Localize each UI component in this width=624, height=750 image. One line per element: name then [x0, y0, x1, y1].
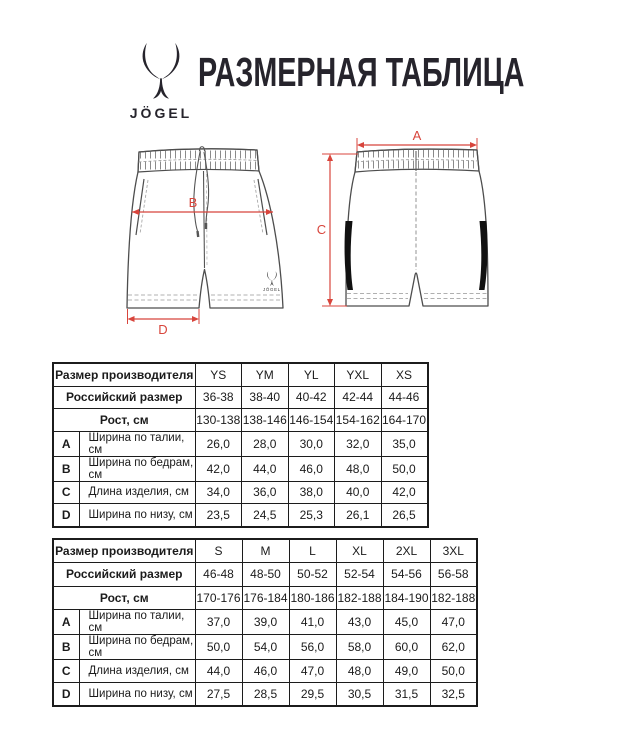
- value-cell: 42,0: [381, 481, 428, 504]
- page-title: РАЗМЕРНАЯ ТАБЛИЦА: [198, 49, 525, 95]
- value-cell: 48,0: [335, 456, 382, 481]
- header-value-cell: 3XL: [430, 539, 477, 563]
- jogel-logo-icon: [133, 42, 189, 104]
- value-cell: 46,0: [242, 659, 289, 682]
- value-cell: 50,0: [381, 456, 428, 481]
- header-label-cell: Российский размер: [53, 563, 195, 586]
- header-value-cell: S: [195, 539, 242, 563]
- value-cell: 37,0: [195, 609, 242, 634]
- header-value-cell: 138-146: [242, 409, 289, 432]
- value-cell: 39,0: [242, 609, 289, 634]
- row-key-cell: A: [53, 609, 79, 634]
- dimension-d: [128, 309, 200, 336]
- value-cell: 50,0: [195, 634, 242, 659]
- header-value-cell: 180-186: [289, 586, 336, 609]
- value-cell: 46,0: [288, 456, 335, 481]
- measure-row: [53, 456, 428, 481]
- row-key-cell: D: [53, 504, 79, 527]
- value-cell: 32,0: [335, 431, 382, 456]
- row-label-cell: Ширина по талии, см: [79, 609, 195, 634]
- value-cell: 45,0: [383, 609, 430, 634]
- measure-row: [53, 431, 428, 456]
- value-cell: 34,0: [195, 481, 242, 504]
- header-value-cell: 42-44: [335, 386, 382, 409]
- value-cell: 23,5: [195, 504, 242, 527]
- value-cell: 31,5: [383, 683, 430, 707]
- row-label-cell: Длина изделия, см: [79, 659, 195, 682]
- value-cell: 62,0: [430, 634, 477, 659]
- brand-wordmark: JÖGEL: [129, 105, 193, 121]
- measure-row: [53, 504, 428, 527]
- header-value-cell: YM: [242, 363, 289, 386]
- shorts-front-diagram: [123, 138, 318, 336]
- value-cell: 38,0: [288, 481, 335, 504]
- row-label-cell: Ширина по низу, см: [79, 504, 195, 527]
- header-value-cell: YL: [288, 363, 335, 386]
- header-value-cell: L: [289, 539, 336, 563]
- header-row: [53, 586, 477, 609]
- measure-row: [53, 481, 428, 504]
- header-value-cell: 36-38: [195, 386, 242, 409]
- value-cell: 40,0: [335, 481, 382, 504]
- header-value-cell: XL: [336, 539, 383, 563]
- row-label-cell: Ширина по бедрам, см: [79, 456, 195, 481]
- dimension-c-label: C: [316, 222, 327, 237]
- value-cell: 54,0: [242, 634, 289, 659]
- row-key-cell: D: [53, 683, 79, 707]
- header-row: [53, 409, 428, 432]
- header-value-cell: 40-42: [288, 386, 335, 409]
- header-row: [53, 539, 477, 563]
- value-cell: 30,5: [336, 683, 383, 707]
- value-cell: 47,0: [430, 609, 477, 634]
- value-cell: 44,0: [195, 659, 242, 682]
- row-label-cell: Ширина по талии, см: [79, 431, 195, 456]
- value-cell: 50,0: [430, 659, 477, 682]
- value-cell: 28,0: [242, 431, 289, 456]
- value-cell: 24,5: [242, 504, 289, 527]
- header-value-cell: XS: [381, 363, 428, 386]
- value-cell: 26,1: [335, 504, 382, 527]
- size-table-2: [52, 538, 478, 707]
- value-cell: 41,0: [289, 609, 336, 634]
- value-cell: 26,5: [381, 504, 428, 527]
- dimension-d-label: D: [158, 322, 168, 336]
- value-cell: 28,5: [242, 683, 289, 707]
- header-row: [53, 386, 428, 409]
- dimension-a-label: A: [412, 128, 422, 143]
- header-value-cell: 170-176: [195, 586, 242, 609]
- header-value-cell: 54-56: [383, 563, 430, 586]
- header-label-cell: Российский размер: [53, 386, 195, 409]
- row-label-cell: Ширина по бедрам, см: [79, 634, 195, 659]
- header-value-cell: 130-138: [195, 409, 242, 432]
- value-cell: 49,0: [383, 659, 430, 682]
- value-cell: 35,0: [381, 431, 428, 456]
- value-cell: 36,0: [242, 481, 289, 504]
- row-label-cell: Ширина по низу, см: [79, 683, 195, 707]
- value-cell: 44,0: [242, 456, 289, 481]
- value-cell: 58,0: [336, 634, 383, 659]
- row-key-cell: C: [53, 659, 79, 682]
- value-cell: 26,0: [195, 431, 242, 456]
- row-key-cell: B: [53, 456, 79, 481]
- value-cell: 42,0: [195, 456, 242, 481]
- value-cell: 25,3: [288, 504, 335, 527]
- row-key-cell: C: [53, 481, 79, 504]
- header-value-cell: 2XL: [383, 539, 430, 563]
- measure-row: [53, 659, 477, 682]
- header-value-cell: YS: [195, 363, 242, 386]
- header-label-cell: Размер производителя: [53, 363, 195, 386]
- row-key-cell: A: [53, 431, 79, 456]
- header-row: [53, 563, 477, 586]
- value-cell: 48,0: [336, 659, 383, 682]
- header-label-cell: Рост, см: [53, 409, 195, 432]
- header-value-cell: 48-50: [242, 563, 289, 586]
- row-label-cell: Длина изделия, см: [79, 481, 195, 504]
- value-cell: 27,5: [195, 683, 242, 707]
- header-label-cell: Рост, см: [53, 586, 195, 609]
- header-row: [53, 363, 428, 386]
- size-table-1: [52, 362, 429, 528]
- dimension-b-label: B: [188, 195, 198, 210]
- header-value-cell: 182-188: [336, 586, 383, 609]
- value-cell: 47,0: [289, 659, 336, 682]
- header-value-cell: 50-52: [289, 563, 336, 586]
- header-value-cell: 184-190: [383, 586, 430, 609]
- header-value-cell: 182-188: [430, 586, 477, 609]
- header-value-cell: 46-48: [195, 563, 242, 586]
- header-value-cell: 52-54: [336, 563, 383, 586]
- value-cell: 43,0: [336, 609, 383, 634]
- value-cell: 29,5: [289, 683, 336, 707]
- header-value-cell: 44-46: [381, 386, 428, 409]
- measure-row: [53, 609, 477, 634]
- header-value-cell: M: [242, 539, 289, 563]
- value-cell: 32,5: [430, 683, 477, 707]
- header-value-cell: 164-170: [381, 409, 428, 432]
- measure-row: [53, 634, 477, 659]
- value-cell: 30,0: [288, 431, 335, 456]
- header-value-cell: 38-40: [242, 386, 289, 409]
- header-label-cell: Размер производителя: [53, 539, 195, 563]
- header-value-cell: 146-154: [288, 409, 335, 432]
- shorts-back-diagram: [316, 126, 516, 318]
- header-value-cell: YXL: [335, 363, 382, 386]
- back-shorts-outline: [346, 149, 488, 306]
- dimension-a: [357, 128, 477, 152]
- header-value-cell: 176-184: [242, 586, 289, 609]
- brand-logo: [126, 42, 196, 121]
- header-value-cell: 154-162: [335, 409, 382, 432]
- header-value-cell: 56-58: [430, 563, 477, 586]
- row-key-cell: B: [53, 634, 79, 659]
- mini-logo-text: JÖGEL: [263, 287, 281, 293]
- value-cell: 60,0: [383, 634, 430, 659]
- measure-row: [53, 683, 477, 707]
- value-cell: 56,0: [289, 634, 336, 659]
